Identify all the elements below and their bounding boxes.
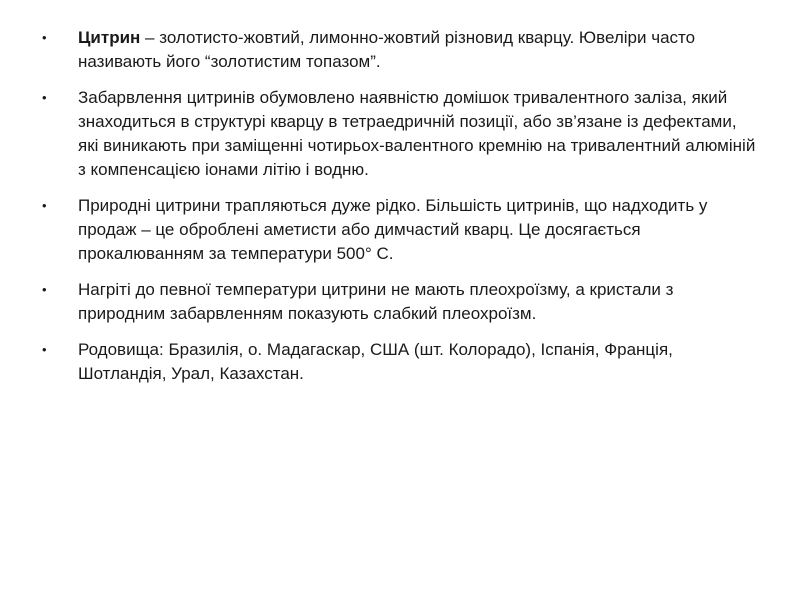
bullet-item-1 <box>36 26 760 74</box>
bullet-text: Нагріті до певної температури цитрини не мають плеохроїзму, а кристали з природним забарвленням показують слабкий плеохроїзм. <box>78 280 674 323</box>
bullet-text: Природні цитрини трапляються дуже рідко. Більшість цитринів, що надходить у продаж – це оброблені аметисти або димчастий кварц. Це досягається прокалюванням за температури 500° С. <box>78 196 708 263</box>
bullet-dot-icon: • <box>42 342 47 357</box>
bullet-item-5 <box>36 338 760 386</box>
bullet-dot-icon: • <box>42 30 47 45</box>
bullet-item-4 <box>36 278 760 326</box>
bullet-text: – золотисто-жовтий, лимонно-жовтий різновид кварцу. Ювеліри часто називають його “золотистим топазом”. <box>78 28 696 71</box>
bullet-text: Забарвлення цитринів обумовлено наявністю домішок тривалентного заліза, який знаходиться в структурі кварцу в тетраедричній позиції, або зв’язане із дефектами, які виникають при заміщенні чотирьох-валентного кремнію на тривалентний алюміній з компенсацією іонами літію і водню. <box>78 88 756 179</box>
bullet-term: Цитрин <box>78 28 141 47</box>
bullet-text: Родовища: Бразилія, о. Мадагаскар, США (шт. Колорадо), Іспанія, Франція, Шотландія, Урал, Казахстан. <box>78 340 673 383</box>
bullet-list <box>36 26 760 386</box>
bullet-dot-icon: • <box>42 198 47 213</box>
bullet-dot-icon: • <box>42 282 47 297</box>
bullet-item-3 <box>36 194 760 266</box>
bullet-dot-icon: • <box>42 90 47 105</box>
bullet-item-2 <box>36 86 760 182</box>
